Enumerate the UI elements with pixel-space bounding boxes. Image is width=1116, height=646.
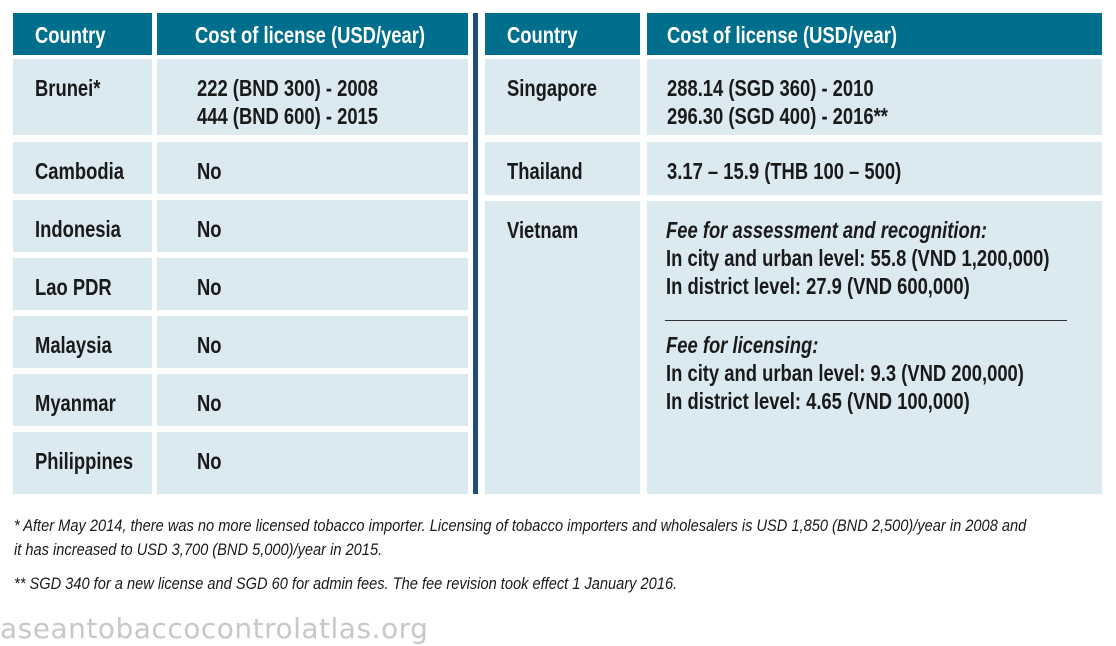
fee-licensing-title: Fee for licensing: — [666, 332, 819, 358]
value-line: 296.30 (SGD 400) - 2016** — [667, 103, 888, 129]
value-line: In city and urban level: 55.8 (VND 1,200,000) — [666, 245, 1050, 271]
value-line: No — [197, 390, 222, 416]
value-line: No — [197, 332, 222, 358]
value-line: No — [197, 158, 222, 184]
table-row-malaysia-country — [13, 316, 152, 368]
table-row-indonesia-value — [157, 200, 468, 252]
table-row-lao-value — [157, 258, 468, 310]
table-row-brunei-value — [157, 59, 468, 135]
table-divider — [473, 13, 478, 494]
left-header-country — [13, 13, 152, 55]
country-label: Myanmar — [35, 390, 116, 416]
right-header-country-label: Country — [507, 22, 578, 48]
table-row-thailand-country — [485, 142, 640, 195]
country-label: Brunei* — [35, 75, 101, 101]
table-row-vietnam-value — [647, 201, 1102, 494]
country-label: Singapore — [507, 75, 597, 101]
table-row-cambodia-country — [13, 142, 152, 194]
value-line: In district level: 27.9 (VND 600,000) — [666, 273, 970, 299]
table-row-lao-country — [13, 258, 152, 310]
table-row-philippines-country — [13, 432, 152, 494]
value-line: In district level: 4.65 (VND 100,000) — [666, 388, 970, 414]
value-line: 222 (BND 300) - 2008 — [197, 75, 379, 101]
left-header-cost — [157, 13, 468, 55]
country-label: Indonesia — [35, 216, 121, 242]
table-row-vietnam-country — [485, 201, 640, 494]
left-header-country-label: Country — [35, 22, 106, 48]
footnote-2-text: ** SGD 340 for a new license and SGD 60 for admin fees. The fee revision took effect 1 January 2016. — [14, 574, 678, 593]
right-header-country — [485, 13, 640, 55]
right-header-cost — [647, 13, 1102, 55]
country-label: Cambodia — [35, 158, 124, 184]
watermark-url: aseantobaccocontrolatlas.org — [0, 612, 429, 645]
footnote-2 — [14, 572, 785, 596]
value-line: 3.17 – 15.9 (THB 100 – 500) — [667, 158, 902, 184]
table-row-singapore-country — [485, 59, 640, 135]
value-line: No — [197, 274, 222, 300]
country-label: Vietnam — [507, 217, 579, 243]
right-header-cost-label: Cost of license (USD/year) — [667, 22, 898, 48]
value-line: 288.14 (SGD 360) - 2010 — [667, 75, 874, 101]
country-label: Philippines — [35, 448, 134, 474]
value-line: In city and urban level: 9.3 (VND 200,000) — [666, 360, 1024, 386]
footnote-1 — [14, 514, 1116, 562]
value-line: No — [197, 216, 222, 242]
table-row-myanmar-country — [13, 374, 152, 426]
value-line: No — [197, 448, 222, 474]
left-header-cost-label: Cost of license (USD/year) — [195, 22, 426, 48]
vietnam-separator — [665, 320, 1067, 321]
table-row-myanmar-value — [157, 374, 468, 426]
table-row-thailand-value — [647, 142, 1102, 195]
country-label: Lao PDR — [35, 274, 112, 300]
table-row-cambodia-value — [157, 142, 468, 194]
footnote-1-line-1: * After May 2014, there was no more licensed tobacco importer. Licensing of tobacco importers and wholesalers is USD 1,850 (BND 2,500)/year in 2008 and — [14, 516, 1027, 535]
value-line: 444 (BND 600) - 2015 — [197, 103, 379, 129]
fee-assessment-title: Fee for assessment and recognition: — [666, 217, 988, 243]
table-row-singapore-value — [647, 59, 1102, 135]
table-row-philippines-value — [157, 432, 468, 494]
footnote-1-line-2: it has increased to USD 3,700 (BND 5,000)/year in 2015. — [14, 540, 383, 559]
country-label: Malaysia — [35, 332, 112, 358]
table-row-indonesia-country — [13, 200, 152, 252]
table-row-brunei-country — [13, 59, 152, 135]
table-row-malaysia-value — [157, 316, 468, 368]
country-label: Thailand — [507, 158, 583, 184]
